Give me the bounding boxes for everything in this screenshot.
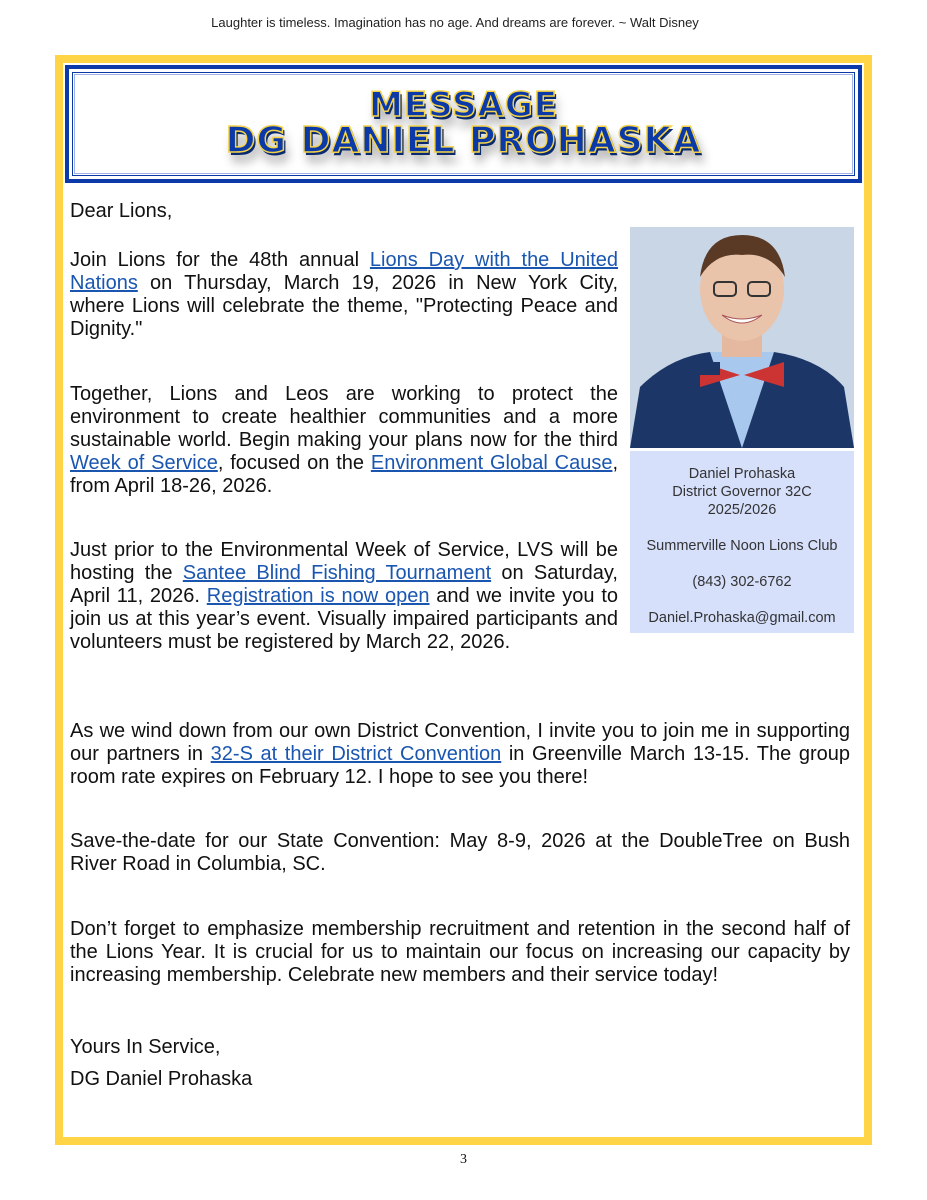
link-environment-global-cause[interactable]: Environment Global Cause	[370, 452, 613, 474]
link-registration[interactable]: Registration is now open	[206, 585, 430, 607]
paragraph-fishing-tournament	[70, 539, 618, 654]
contact-name: Daniel Prohaska	[688, 466, 796, 482]
governor-photo	[630, 227, 854, 448]
link-week-of-service[interactable]: Week of Service	[70, 452, 218, 474]
paragraph-district-convention	[70, 720, 850, 789]
closing: Yours In Service,	[70, 1036, 221, 1058]
text: Together, Lions and Leos are working to protect the environment to create healthier communities and a more sustainable world. Begin making your plans now for the third	[70, 383, 618, 451]
text: on Thursday, March 19, 2026 in New York City, where Lions will celebrate the theme, "Protecting Peace and Dignity."	[70, 272, 618, 340]
paragraph-membership: Don’t forget to emphasize membership recruitment and retention in the second half of the Lions Year. It is crucial for us to maintain our focus on increasing our capacity by increasing membership. Celebrate new members and their service today!	[70, 918, 850, 986]
paragraph-un-day	[70, 249, 618, 341]
text: Just prior to the Environmental Week of Service, LVS will be hosting the	[70, 539, 618, 584]
text: and we invite you to join us at this year’s event. Visually impaired participants and volunteers must be registered by March 22, 2026.	[70, 585, 619, 653]
header-quote: Laughter is timeless. Imagination has no age. And dreams are forever. ~ Walt Disney	[211, 15, 699, 30]
text: in Greenville March 13-15. The group room rate expires on February 12. I hope to see you there!	[70, 743, 850, 788]
greeting: Dear Lions,	[70, 200, 173, 222]
text: , focused on the	[217, 452, 371, 474]
text: Join Lions for the 48th annual	[70, 249, 370, 271]
contact-email: Daniel.Prohaska@gmail.com	[648, 610, 836, 626]
title-line-1: MESSAGE	[369, 85, 558, 125]
banner-title	[69, 87, 858, 159]
contact-phone: (843) 302-6762	[692, 574, 792, 590]
text: on Saturday, April 11, 2026.	[70, 562, 618, 607]
signature: DG Daniel Prohaska	[70, 1068, 253, 1090]
link-lions-day-un[interactable]: Lions Day with the United Nations	[70, 249, 619, 294]
paragraph-week-of-service	[70, 383, 618, 498]
contact-club: Summerville Noon Lions Club	[646, 538, 838, 554]
text: As we wind down from our own District Convention, I invite you to join me in supporting our partners in	[70, 720, 850, 765]
link-32s-convention[interactable]: 32-S at their District Convention	[210, 743, 502, 765]
page-number: 3	[460, 1152, 467, 1167]
title-banner	[65, 65, 862, 183]
title-line-2: DG DANIEL PROHASKA	[225, 120, 702, 161]
link-santee-tournament[interactable]: Santee Blind Fishing Tournament	[182, 562, 492, 584]
contact-year: 2025/2026	[707, 502, 777, 518]
contact-card	[630, 451, 854, 633]
paragraph-state-convention: Save-the-date for our State Convention: May 8-9, 2026 at the DoubleTree on Bush River Road in Columbia, SC.	[70, 830, 850, 875]
text: , from April 18-26, 2026.	[70, 452, 619, 497]
contact-title: District Governor 32C	[672, 484, 812, 500]
